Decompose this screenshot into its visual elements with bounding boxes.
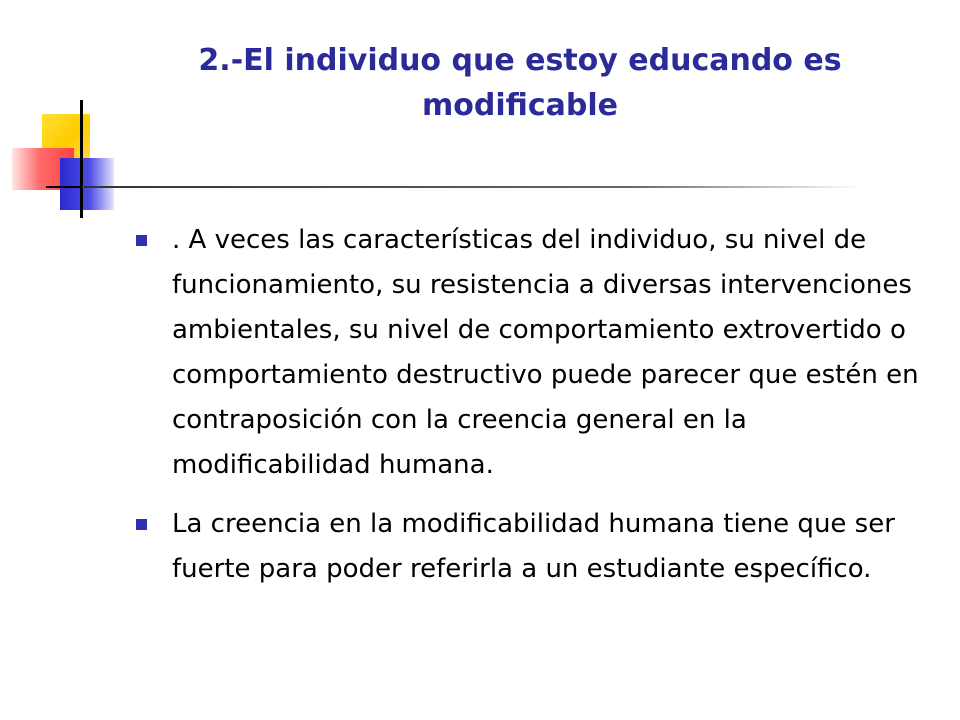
horizontal-tick [46, 186, 82, 188]
bullet-list [134, 218, 934, 606]
bullet-item-1 [134, 218, 934, 488]
bullet-text: . A veces las características del individuo, su nivel de funcionamiento, su resistencia a diversas intervenciones ambientales, su nivel de comportamiento extrovertido o comportamiento destructivo puede parecer que estén en contraposición con la creencia general en la modificabilidad humana. [172, 225, 919, 480]
slide-title: 2.-El individuo que estoy educando es modificable [198, 43, 842, 123]
title-underline [82, 186, 862, 188]
bullet-item-2 [134, 502, 934, 592]
vertical-rule [80, 100, 83, 218]
bullet-text: La creencia en la modificabilidad humana tiene que ser fuerte para poder referirla a un estudiante específico. [172, 509, 895, 584]
decorative-squares-logo [0, 96, 140, 220]
square-bullet-icon [136, 235, 147, 246]
square-bullet-icon [136, 519, 147, 530]
blue-square [60, 158, 114, 210]
